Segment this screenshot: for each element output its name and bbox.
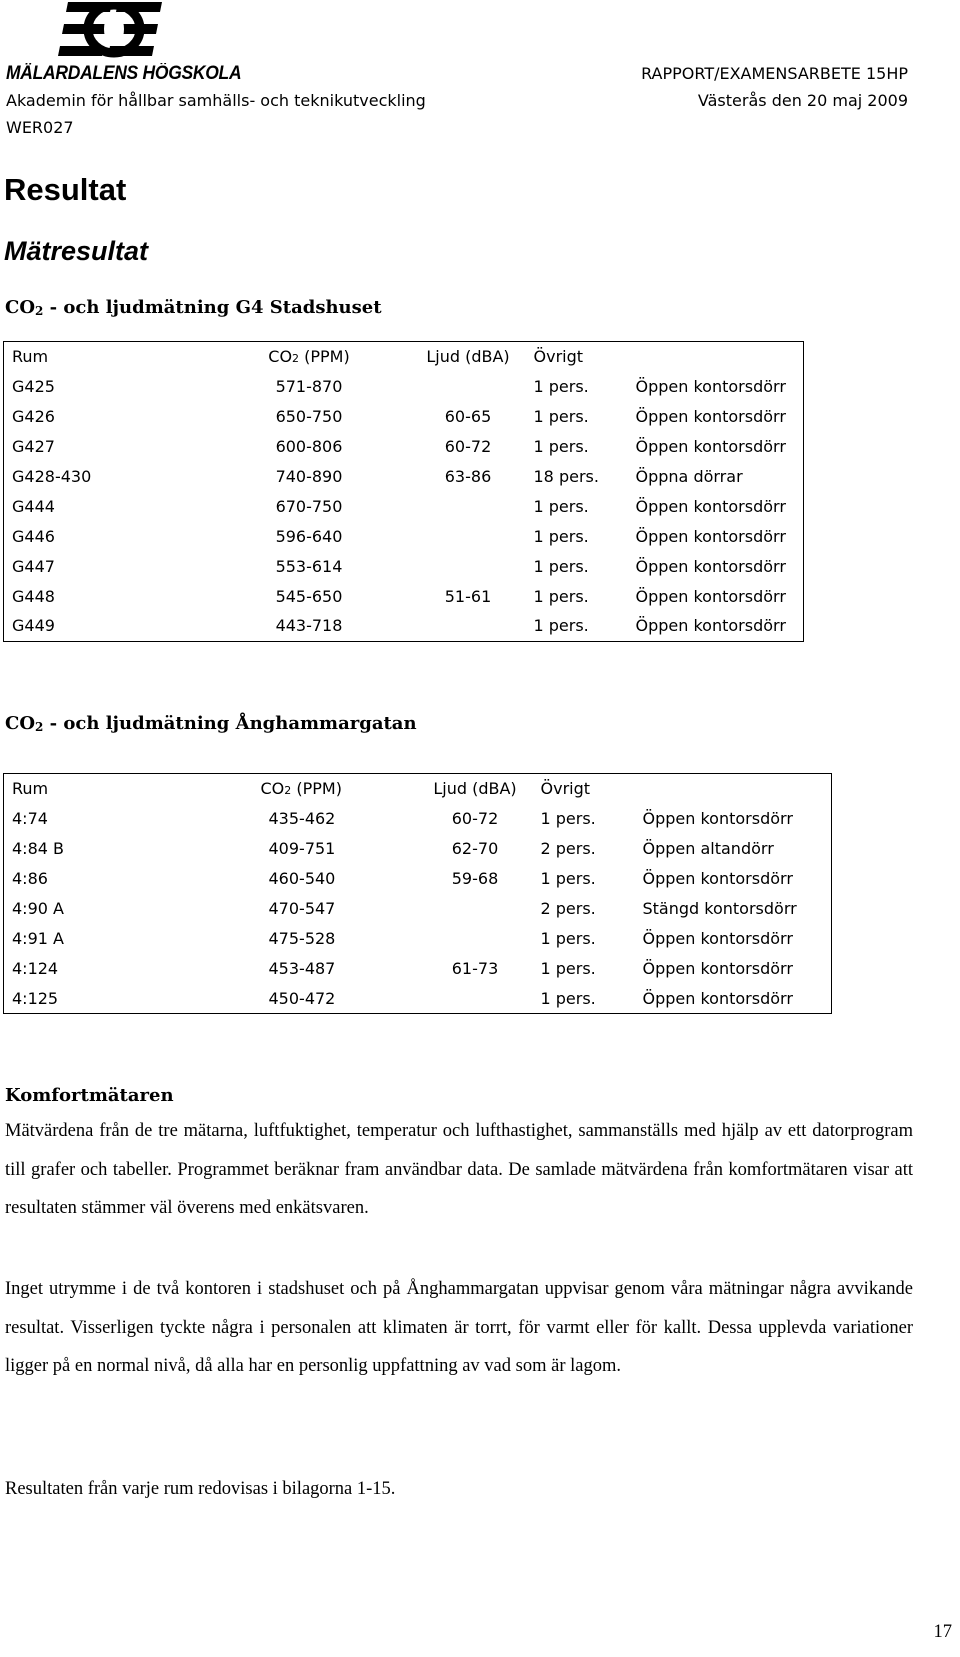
cell-pers: 1 pers. — [533, 496, 589, 516]
cell-rum: 4:84 B — [12, 839, 64, 859]
cell-co2: 409-751 — [268, 839, 336, 859]
cell-co2: 553-614 — [275, 556, 343, 576]
section-heading-resultat: Resultat — [4, 172, 127, 207]
table-row — [4, 864, 832, 894]
table-row — [4, 804, 832, 834]
cell-pers: 1 pers. — [540, 928, 596, 948]
cell-co2: 453-487 — [268, 958, 336, 978]
cell-co2: 650-750 — [275, 407, 343, 427]
cell-note: Öppen altandörr — [642, 839, 774, 859]
cell-pers: 1 pers. — [533, 526, 589, 546]
cell-pers: 2 pers. — [540, 899, 596, 918]
cell-rum: G425 — [12, 377, 55, 397]
cell-co2: 460-540 — [268, 869, 336, 889]
cell-note: Öppen kontorsdörr — [635, 556, 786, 576]
cell-rum: G428-430 — [12, 467, 92, 486]
table-row — [4, 372, 804, 402]
cell-rum: 4:91 A — [12, 928, 64, 948]
table1-header-row — [4, 342, 804, 372]
table1-title-sub: 2 — [35, 304, 44, 318]
col-header-co2 — [213, 342, 406, 372]
col-header-rum: Rum — [12, 779, 49, 799]
cell-rum: 4:90 A — [12, 899, 64, 918]
col-header-ljud: Ljud (dBA) — [433, 779, 517, 799]
table1-measurements — [3, 341, 804, 642]
cell-ljud — [413, 983, 538, 1013]
table-row — [4, 521, 804, 551]
cell-pers: 1 pers. — [533, 556, 589, 576]
cell-pers: 1 pers. — [540, 958, 596, 978]
cell-note: Öppen kontorsdörr — [635, 496, 786, 516]
cell-rum: G449 — [12, 616, 55, 636]
table2-measurements — [3, 773, 832, 1014]
cell-pers: 1 pers. — [540, 988, 596, 1008]
cell-note: Öppen kontorsdörr — [635, 377, 786, 397]
cell-pers: 1 pers. — [533, 616, 589, 636]
col-header-co2 — [259, 774, 413, 804]
cell-note: Öppen kontorsdörr — [642, 869, 793, 889]
table-row — [4, 923, 832, 953]
cell-ljud: 63-86 — [444, 467, 492, 486]
col-header-rum: Rum — [12, 347, 49, 367]
cell-rum: 4:124 — [12, 958, 59, 978]
co2-sub: 2 — [292, 352, 300, 366]
co2-prefix: CO — [260, 779, 285, 799]
co2-rest: (PPM) — [299, 347, 350, 367]
table2-title-prefix: CO — [5, 713, 36, 734]
cell-ljud: 61-73 — [451, 958, 499, 978]
komfort-paragraph-3: Resultaten från varje rum redovisas i bilagorna 1-15. — [5, 1479, 396, 1499]
col-header-ljud: Ljud (dBA) — [426, 347, 510, 367]
course-code: WER027 — [6, 118, 74, 137]
table-row — [4, 551, 804, 581]
cell-co2: 435-462 — [268, 809, 336, 829]
table2-title — [5, 713, 417, 734]
table-row — [4, 611, 804, 641]
table-row — [4, 834, 832, 864]
cell-rum: G448 — [12, 586, 55, 606]
cell-ljud — [406, 521, 531, 551]
cell-ljud: 60-72 — [444, 437, 492, 457]
cell-co2: 443-718 — [275, 616, 343, 636]
subsection-heading-matresultat: Mätresultat — [4, 236, 149, 266]
cell-rum: G447 — [12, 556, 55, 576]
page-number: 17 — [933, 1622, 952, 1642]
cell-co2: 670-750 — [275, 496, 343, 516]
cell-pers: 1 pers. — [540, 869, 596, 889]
cell-co2: 571-870 — [275, 377, 343, 397]
co2-sub: 2 — [284, 784, 292, 798]
col-header-ovrigt: Övrigt — [533, 347, 584, 367]
cell-rum: G446 — [12, 526, 55, 546]
cell-ljud: 51-61 — [444, 586, 492, 606]
table-row — [4, 402, 804, 432]
place-date: Västerås den 20 maj 2009 — [697, 91, 908, 110]
komfort-heading: Komfortmätaren — [5, 1085, 174, 1106]
cell-co2: 596-640 — [275, 526, 343, 546]
cell-ljud — [406, 491, 531, 521]
cell-co2: 470-547 — [268, 899, 336, 918]
cell-note: Öppen kontorsdörr — [642, 958, 793, 978]
table-row — [4, 983, 832, 1013]
cell-rum: G444 — [12, 496, 55, 516]
table-row — [4, 581, 804, 611]
table2-title-rest: - och ljudmätning Ånghammargatan — [43, 713, 417, 734]
university-logo-icon — [58, 2, 170, 60]
cell-ljud — [406, 551, 531, 581]
cell-rum: G427 — [12, 437, 55, 457]
table-row — [4, 432, 804, 462]
komfort-paragraph-2: Inget utrymme i de två kontoren i stadshuset och på Ånghammargatan uppvisar genom våra mätningar några avvikande resultat. Visserligen tyckte några i personalen att klimaten är torrt, för varmt eller för kallt. Dessa upplevda variationer ligger på en normal nivå, då alla har en personlig uppfattning av vad som är lagom. — [5, 1279, 913, 1376]
cell-rum: 4:74 — [12, 809, 48, 829]
table1-title — [5, 297, 382, 318]
report-type: RAPPORT/EXAMENSARBETE 15HP — [641, 64, 908, 83]
cell-ljud: 60-65 — [444, 407, 492, 427]
cell-rum: 4:86 — [12, 869, 48, 889]
department-name: Akademin för hållbar samhälls- och teknikutveckling — [6, 91, 426, 110]
cell-note: Öppen kontorsdörr — [635, 616, 786, 636]
cell-pers: 2 pers. — [540, 839, 596, 859]
cell-note: Stängd kontorsdörr — [642, 899, 797, 918]
cell-co2: 740-890 — [275, 467, 343, 486]
cell-ljud — [406, 611, 531, 641]
cell-note: Öppen kontorsdörr — [635, 586, 786, 606]
cell-note: Öppen kontorsdörr — [642, 809, 793, 829]
cell-pers: 1 pers. — [540, 809, 596, 829]
cell-co2: 475-528 — [268, 928, 336, 948]
institution-name: MÄLARDALENS HÖGSKOLA — [6, 63, 242, 84]
cell-pers: 1 pers. — [533, 586, 589, 606]
cell-pers: 1 pers. — [533, 407, 589, 427]
cell-rum: 4:125 — [12, 988, 59, 1008]
cell-pers: 18 pers. — [533, 467, 599, 486]
cell-note: Öppen kontorsdörr — [635, 437, 786, 457]
table2-header-row — [4, 774, 832, 804]
cell-co2: 545-650 — [275, 586, 343, 606]
komfort-paragraph-1: Mätvärdena från de tre mätarna, luftfuktighet, temperatur och lufthastighet, sammanställs med hjälp av ett datorprogram till grafer och tabeller. Programmet beräknar fram användbar data. De samlade mätvärdena från komfortmätaren visar att resultaten stämmer väl överens med enkätsvaren. — [5, 1121, 913, 1218]
table-row — [4, 462, 804, 492]
cell-rum: G426 — [12, 407, 55, 427]
cell-note: Öppen kontorsdörr — [635, 526, 786, 546]
cell-ljud — [413, 894, 538, 924]
table-row — [4, 894, 832, 924]
cell-ljud: 60-72 — [451, 809, 499, 829]
co2-rest: (PPM) — [291, 779, 342, 799]
table-row — [4, 491, 804, 521]
cell-ljud — [413, 923, 538, 953]
cell-ljud: 59-68 — [451, 869, 499, 889]
cell-note: Öppna dörrar — [635, 467, 743, 486]
co2-prefix: CO — [268, 347, 293, 367]
table2-title-sub: 2 — [35, 720, 44, 734]
cell-note: Öppen kontorsdörr — [642, 928, 793, 948]
cell-note: Öppen kontorsdörr — [642, 988, 793, 1008]
col-header-ovrigt: Övrigt — [540, 779, 591, 799]
table1-title-rest: - och ljudmätning G4 Stadshuset — [43, 297, 382, 318]
cell-co2: 600-806 — [275, 437, 343, 457]
table-row — [4, 953, 832, 983]
table1-title-prefix: CO — [5, 297, 36, 318]
cell-pers: 1 pers. — [533, 437, 589, 457]
cell-note: Öppen kontorsdörr — [635, 407, 786, 427]
cell-co2: 450-472 — [268, 988, 336, 1008]
cell-ljud — [406, 372, 531, 402]
cell-pers: 1 pers. — [533, 377, 589, 397]
cell-ljud: 62-70 — [451, 839, 499, 859]
